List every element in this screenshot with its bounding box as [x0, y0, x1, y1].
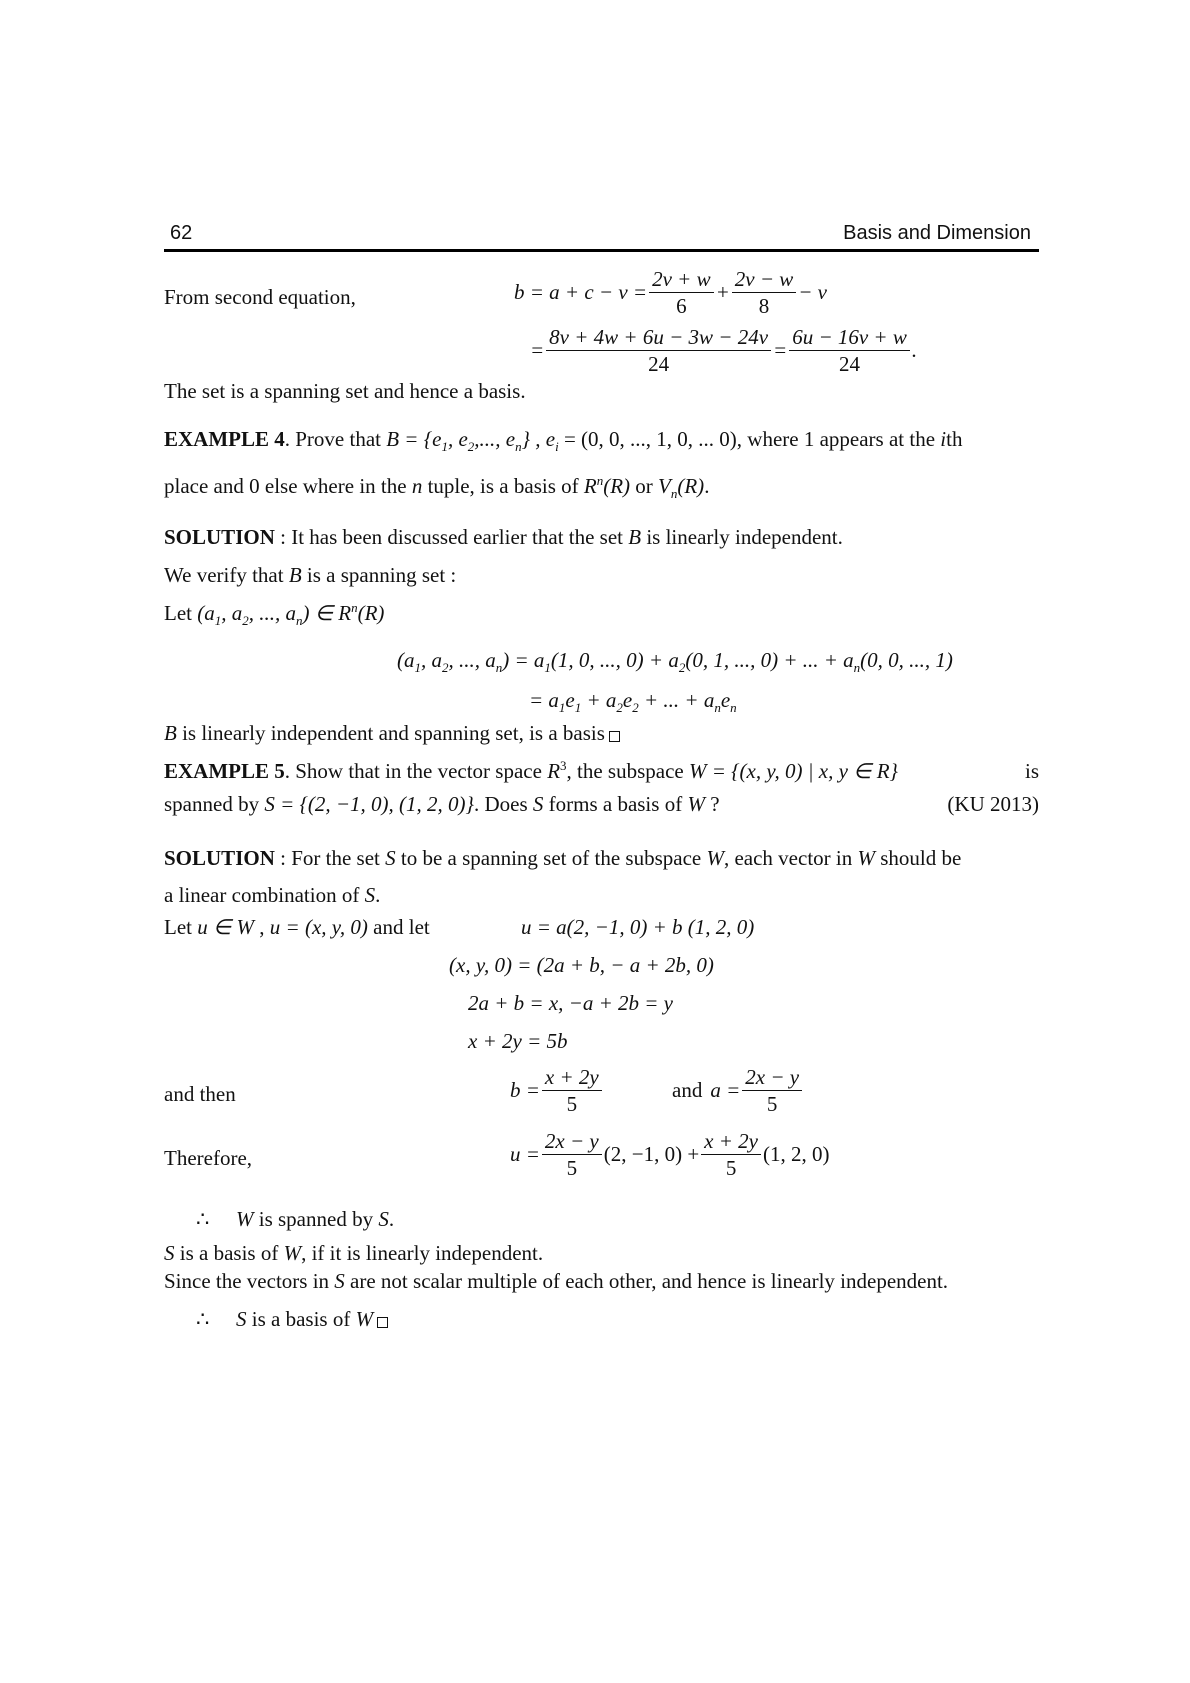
- m: R: [547, 759, 561, 783]
- sub: 2: [632, 700, 639, 716]
- therefore-symbol: ∴: [196, 1207, 210, 1231]
- source-citation: (KU 2013): [947, 792, 1039, 816]
- example-5-line2: [164, 791, 1039, 817]
- text: : For the set: [274, 846, 386, 870]
- text: Since the vectors in: [164, 1269, 335, 1293]
- m: W: [687, 792, 705, 816]
- m: B: [628, 525, 642, 549]
- eq-text: +: [715, 280, 730, 304]
- m: (0, 0, ..., 1): [860, 648, 953, 672]
- m: S: [532, 792, 544, 816]
- sub: 2: [467, 439, 475, 455]
- m: (1, 2, 0): [762, 1142, 830, 1166]
- sub: n: [853, 660, 861, 676]
- solution-4-line1: [164, 524, 843, 550]
- m: u = (x, y, 0): [269, 915, 368, 939]
- text: th: [946, 427, 963, 451]
- text: should be: [875, 846, 962, 870]
- m: = a: [529, 688, 559, 712]
- text: Let: [164, 915, 198, 939]
- text: is: [1024, 759, 1039, 783]
- numerator: 2x − y: [542, 1128, 602, 1155]
- m: W: [706, 846, 724, 870]
- m: u ∈ W: [197, 915, 255, 939]
- solution-5-eq4: x + 2y = 5b: [468, 1029, 568, 1053]
- a-equation: [672, 1064, 804, 1117]
- solution-5-let: [164, 914, 430, 940]
- numerator: 2x − y: [742, 1064, 802, 1091]
- denominator: 8: [758, 294, 770, 318]
- sub: 2: [616, 700, 623, 716]
- text: ?: [704, 792, 720, 816]
- text: . Show that in the vector space: [284, 759, 548, 783]
- sub: n: [714, 700, 721, 716]
- m: , ..., a: [248, 601, 296, 625]
- sup: 3: [560, 758, 567, 773]
- math: [386, 427, 559, 455]
- text: Let: [164, 601, 198, 625]
- text: forms a basis of: [543, 792, 688, 816]
- m: R: [583, 474, 597, 498]
- eq-text: − v: [798, 280, 827, 304]
- eq-text: =: [530, 338, 545, 362]
- sub: 1: [414, 660, 421, 676]
- m: = (0, 0, ..., 1, 0, ... 0): [558, 427, 737, 451]
- equation-b-line2: [530, 324, 917, 377]
- m: , a: [421, 648, 442, 672]
- text: is spanned by: [253, 1207, 379, 1231]
- solution-5-eq1: u = a(2, −1, 0) + b (1, 2, 0): [521, 915, 755, 939]
- m: , e: [447, 427, 468, 451]
- denominator: 24: [648, 352, 670, 376]
- conclusion-text: The set is a spanning set and hence a basis.: [164, 379, 526, 403]
- m: (a: [397, 648, 415, 672]
- fraction: [542, 1064, 602, 1117]
- fraction: [742, 1064, 802, 1117]
- math: [197, 600, 385, 629]
- text: are not scalar multiple of each other, and hence is linearly independent.: [344, 1269, 949, 1293]
- sub: 2: [678, 660, 686, 676]
- solution-4-conclusion: [164, 720, 620, 746]
- m: (0, 1, ..., 0) + ... + a: [685, 648, 854, 672]
- m: , ..., a: [448, 648, 496, 672]
- sup: n: [596, 473, 604, 488]
- sub: 2: [442, 660, 449, 676]
- final-conclusion: [236, 1306, 388, 1332]
- running-header-title: Basis and Dimension: [843, 222, 1031, 244]
- solution-label: SOLUTION: [164, 525, 275, 549]
- text: to be a spanning set of the subspace: [395, 846, 707, 870]
- m: i: [940, 427, 947, 451]
- sub: n: [730, 700, 737, 716]
- sub: n: [515, 439, 522, 455]
- solution-5-eq3: 2a + b = x, −a + 2b = y: [468, 991, 673, 1015]
- example-5-line2-left: [164, 791, 720, 817]
- m: W = {(x, y, 0) | x, y ∈ R}: [688, 759, 898, 783]
- numerator: x + 2y: [701, 1128, 761, 1155]
- example-4-line2: [164, 473, 710, 502]
- m: V: [658, 474, 671, 498]
- sub: n: [295, 613, 303, 629]
- m: S = {(2, −1, 0), (1, 2, 0)}: [264, 792, 474, 816]
- w-spanned-line: [236, 1206, 394, 1232]
- text: We verify that: [164, 563, 289, 587]
- solution-5-line1: [164, 845, 961, 871]
- numerator: 2v − w: [732, 266, 797, 293]
- text: tuple, is a basis of: [422, 474, 584, 498]
- m: B: [288, 563, 302, 587]
- example-label: EXAMPLE 4: [164, 427, 285, 451]
- fraction: [789, 324, 910, 377]
- m: e: [622, 688, 633, 712]
- text: .: [375, 883, 381, 907]
- eq-text: =: [773, 338, 788, 362]
- denominator: 5: [766, 1092, 778, 1116]
- sub: 1: [544, 660, 551, 676]
- solution-4-eq1: [397, 647, 953, 676]
- m: (R): [603, 474, 631, 498]
- m: S: [334, 1269, 345, 1293]
- m: (a: [197, 601, 215, 625]
- solution-label: SOLUTION: [164, 846, 275, 870]
- text: and let: [367, 915, 430, 939]
- fraction: [546, 324, 771, 377]
- text: , if it is linearly independent.: [301, 1241, 544, 1265]
- m: } , e: [521, 427, 556, 451]
- m: n: [411, 474, 423, 498]
- page-number: 62: [170, 222, 193, 244]
- numerator: 2v + w: [649, 266, 714, 293]
- m: , a: [221, 601, 243, 625]
- denominator: 24: [839, 352, 861, 376]
- m: W: [857, 846, 875, 870]
- text: , each vector in: [723, 846, 858, 870]
- text: a linear combination of: [164, 883, 365, 907]
- text: : It has been discussed earlier that the set: [274, 525, 629, 549]
- m: (R): [677, 474, 705, 498]
- solution-4-eq2: [529, 687, 737, 716]
- m: S: [378, 1207, 389, 1231]
- m: e: [720, 688, 731, 712]
- m: + a: [581, 688, 617, 712]
- m: ,..., e: [474, 427, 516, 451]
- eq-text: b = a + c − v =: [514, 280, 648, 304]
- text: spanned by: [164, 792, 265, 816]
- text: is linearly independent.: [641, 525, 843, 549]
- sub: i: [555, 439, 559, 455]
- m: a =: [710, 1078, 741, 1102]
- fraction: [542, 1128, 602, 1181]
- since-line: [164, 1268, 948, 1294]
- text: is a spanning set :: [301, 563, 457, 587]
- and-then-label: and then: [164, 1082, 236, 1106]
- therefore-label: Therefore,: [164, 1146, 253, 1170]
- denominator: 5: [725, 1156, 737, 1180]
- sub: n: [670, 486, 678, 502]
- sub: n: [495, 660, 503, 676]
- therefore-symbol: ∴: [196, 1307, 210, 1331]
- qed-square-icon: [377, 1317, 388, 1328]
- sub: 1: [214, 613, 222, 629]
- text: is a basis of: [246, 1307, 356, 1331]
- m: S: [164, 1241, 175, 1265]
- sub: 1: [558, 700, 566, 716]
- m: S: [364, 883, 376, 907]
- header-rule: [164, 249, 1039, 252]
- m: u =: [510, 1142, 540, 1166]
- text: .: [388, 1207, 395, 1231]
- m: ) ∈ R: [302, 601, 352, 625]
- m: (2, −1, 0) +: [603, 1142, 700, 1166]
- equation-b-line1: [514, 266, 827, 319]
- fraction: [701, 1128, 761, 1181]
- qed-square-icon: [609, 731, 620, 742]
- solution-4-let: [164, 600, 385, 629]
- sup: n: [351, 600, 358, 615]
- solution-5-eq2: (x, y, 0) = (2a + b, − a + 2b, 0): [449, 953, 714, 977]
- fraction: [649, 266, 714, 319]
- text: and: [672, 1078, 703, 1102]
- example-4-line1: [164, 426, 963, 455]
- numerator: 8v + 4w + 6u − 3w − 24v: [546, 324, 771, 351]
- denominator: 5: [566, 1092, 578, 1116]
- solution-4-line2: [164, 562, 456, 588]
- m: B: [164, 721, 177, 745]
- denominator: 5: [566, 1156, 578, 1180]
- numerator: x + 2y: [542, 1064, 602, 1091]
- example-5-line1: [164, 758, 1039, 784]
- sub: 1: [574, 700, 582, 716]
- m: (1, 0, ..., 0) + a: [550, 648, 679, 672]
- text: is a basis of: [174, 1241, 284, 1265]
- m: W: [355, 1307, 374, 1331]
- m: e: [565, 688, 575, 712]
- u-equation: [510, 1128, 829, 1181]
- text: or: [630, 474, 659, 498]
- text: place and 0 else where in the: [164, 474, 412, 498]
- sub: 1: [441, 439, 448, 455]
- m: W: [236, 1207, 254, 1231]
- from-second-equation-label: From second equation,: [164, 285, 356, 309]
- example-label: EXAMPLE 5: [164, 759, 285, 783]
- m: + ... + a: [638, 688, 715, 712]
- text: ,: [254, 915, 270, 939]
- sub: 2: [242, 613, 249, 629]
- m: W: [283, 1241, 302, 1265]
- numerator: 6u − 16v + w: [789, 324, 910, 351]
- m: ) = a: [502, 648, 545, 672]
- text: .: [704, 474, 710, 498]
- fraction: [732, 266, 797, 319]
- eq-text: .: [911, 338, 918, 362]
- denominator: 6: [676, 294, 687, 318]
- text: . Prove that: [284, 427, 387, 451]
- text: , where 1 appears at the: [736, 427, 941, 451]
- text: , the subspace: [566, 759, 689, 783]
- b-equation: [510, 1064, 604, 1117]
- example-5-line1-left: [164, 758, 898, 784]
- m: b =: [510, 1078, 540, 1102]
- solution-5-line2: [164, 882, 380, 908]
- m: S: [385, 846, 396, 870]
- m: (R): [357, 601, 385, 625]
- m: B = {e: [386, 427, 442, 451]
- text: is linearly independent and spanning set, is a basis: [176, 721, 605, 745]
- text: . Does: [473, 792, 533, 816]
- m: S: [236, 1307, 247, 1331]
- s-basis-line: [164, 1240, 543, 1266]
